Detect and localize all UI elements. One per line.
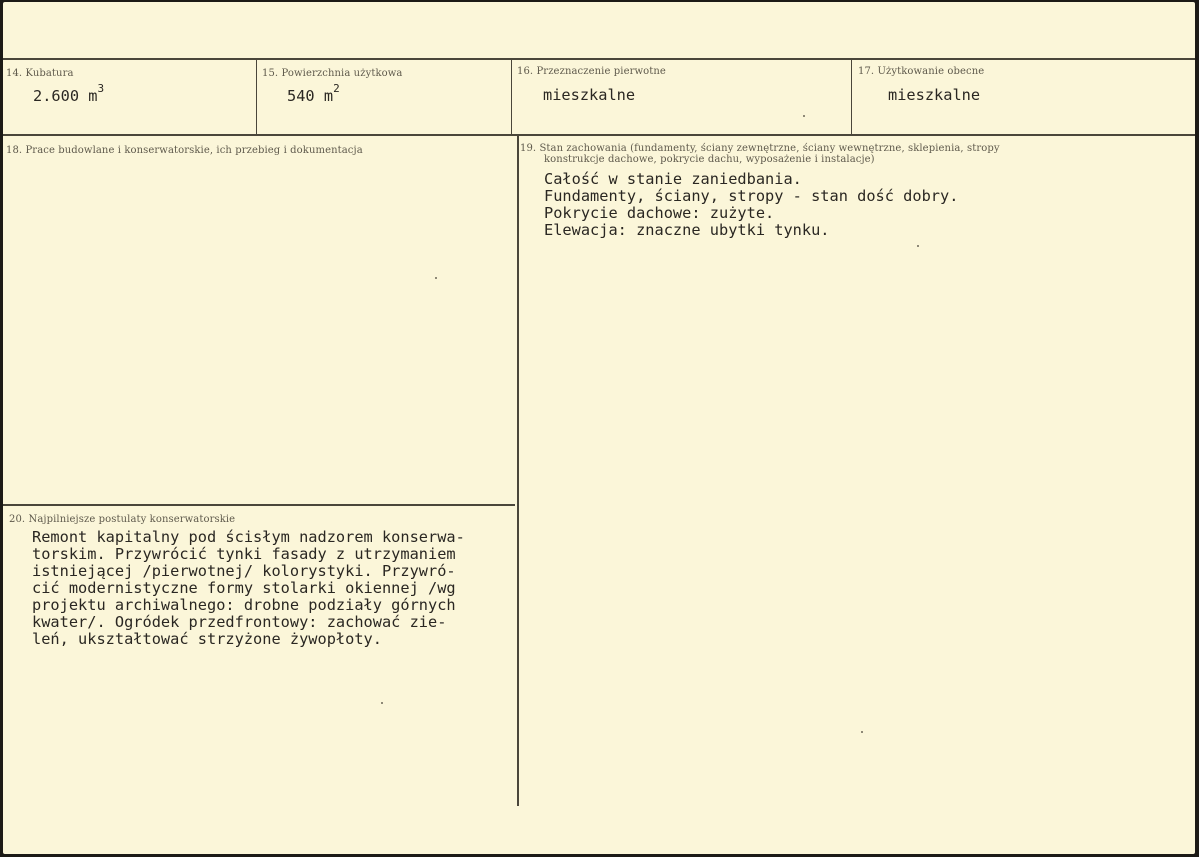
field-15-exponent: 2 (333, 82, 340, 95)
paper-speck (381, 702, 383, 704)
field-18-label: 18. Prace budowlane i konserwatorskie, ich przebieg i dokumentacja (6, 145, 363, 156)
paper-speck (435, 277, 437, 279)
field-19-line: Całość w stanie zaniedbania. (544, 170, 802, 188)
field-20-line: projektu archiwalnego: drobne podziały górnych (32, 596, 456, 614)
field-16-value: mieszkalne (543, 86, 636, 104)
field-19-label-line2: konstrukcje dachowe, pokrycie dachu, wyposażenie i instalacje) (544, 154, 875, 165)
field-19-line: Elewacja: znaczne ubytki tynku. (544, 221, 830, 239)
row-divider-rule (3, 134, 1195, 136)
field-14-value: 2.600 $m^3$ (33, 82, 105, 105)
field-20-line: kwater/. Ogródek przedfrontowy: zachować zie- (32, 613, 447, 631)
paper-speck (917, 245, 919, 247)
main-vertical-divider (517, 136, 519, 806)
field-16-label: 16. Przeznaczenie pierwotne (517, 66, 666, 77)
field-20-line: leń, ukształtować strzyżone żywopłoty. (32, 630, 382, 648)
field-14-exponent: 3 (97, 82, 105, 95)
divider-16-17 (851, 60, 852, 135)
divider-14-15 (256, 60, 257, 135)
field-19-line: Pokrycie dachowe: zużyte. (544, 204, 775, 222)
top-rule (3, 58, 1195, 60)
field-19-line: Fundamenty, ściany, stropy - stan dość dobry. (544, 187, 959, 205)
field-15-value: 540 $m^2$ (287, 82, 340, 105)
field-20-line: cić modernistyczne formy stolarki okiennej /wg (32, 579, 456, 597)
field-20-line: Remont kapitalny pod ścisłym nadzorem konserwa- (32, 528, 465, 546)
field-19-label-line1: 19. Stan zachowania (fundamenty, ściany zewnętrzne, ściany wewnętrzne, sklepienia, stropy (520, 143, 1000, 154)
field-20-line: istniejącej /pierwotnej/ kolorystyki. Przywró- (32, 562, 456, 580)
paper-speck (803, 115, 805, 117)
section-20-rule (3, 504, 515, 506)
field-17-label: 17. Użytkowanie obecne (858, 66, 985, 77)
inventory-card (3, 2, 1195, 854)
field-17-value: mieszkalne (888, 86, 981, 104)
divider-15-16 (511, 60, 512, 135)
field-20-line: torskim. Przywrócić tynki fasady z utrzymaniem (32, 545, 456, 563)
paper-speck (861, 731, 863, 733)
field-14-label: 14. Kubatura (6, 68, 74, 79)
field-15-label: 15. Powierzchnia użytkowa (262, 68, 403, 79)
field-20-label: 20. Najpilniejsze postulaty konserwatorskie (9, 514, 236, 525)
